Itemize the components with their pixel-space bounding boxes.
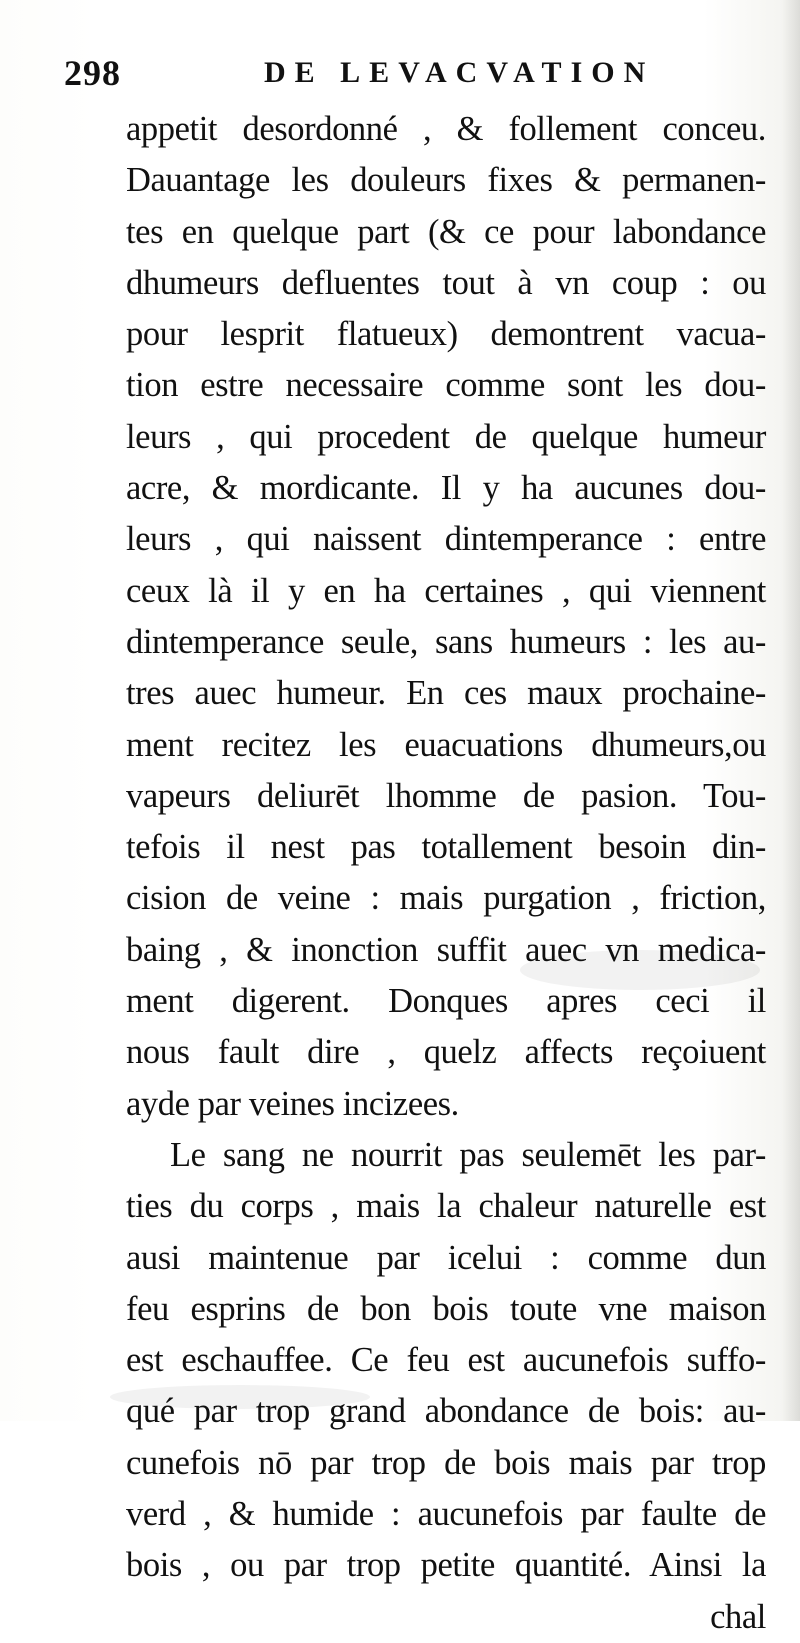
text-line: ment recitez les euacuations dhumeurs,ou — [126, 725, 766, 764]
text-line: cunefois nō par trop de bois mais par trop — [126, 1443, 766, 1482]
text-line: qué par trop grand abondance de bois: au- — [126, 1392, 766, 1431]
text-line: verd , & humide : aucunefois par faulte de — [126, 1495, 766, 1534]
text-line: acre, & mordicante. Il y ha aucunes dou- — [126, 469, 766, 508]
text-line: bois , ou par trop petite quantité. Ainsi la — [126, 1546, 766, 1585]
text-line: tion estre necessaire comme sont les dou- — [126, 366, 766, 405]
text-line: vapeurs deliurēt lhomme de pasion. Tou- — [126, 776, 766, 815]
text-line: est eschauffee. Ce feu est aucunefois suffo- — [126, 1341, 766, 1380]
text-line: tefois il nest pas totallement besoin din- — [126, 828, 766, 867]
text-line: dintemperance seule, sans humeurs : les au- — [126, 622, 766, 661]
text-line: tes en quelque part (& ce pour labondance — [126, 212, 766, 251]
text-line: nous fault dire , quelz affects reçoiuent — [126, 1033, 766, 1072]
text-line: leurs , qui naissent dintemperance : entre — [126, 520, 766, 559]
text-line: feu esprins de bon bois toute vne maison — [126, 1289, 766, 1328]
text-line: baing , & inonction suffit auec vn medica- — [126, 930, 766, 969]
text-line: leurs , qui procedent de quelque humeur — [126, 417, 766, 456]
text-line: ties du corps , mais la chaleur naturelle est — [126, 1187, 766, 1226]
text-line: tres auec humeur. En ces maux prochaine- — [126, 674, 766, 713]
page-header — [64, 52, 684, 96]
text-line: Le sang ne nourrit pas seulemēt les par- — [170, 1135, 766, 1174]
text-line: appetit desordonné , & follement conceu. — [126, 110, 766, 148]
text-line: ceux là il y en ha certaines , qui viennent — [126, 571, 766, 610]
catchword: chal — [710, 1597, 766, 1636]
page-number: 298 — [64, 53, 121, 93]
text-line: ment digerent. Donques apres ceci il — [126, 982, 766, 1021]
text-line: dhumeurs defluentes tout à vn coup : ou — [126, 263, 766, 302]
text-line: ayde par veines incizees. — [126, 1084, 459, 1123]
body-text — [126, 104, 766, 1643]
text-line: pour lesprit flatueux) demontrent vacua- — [126, 315, 766, 354]
text-line: cision de veine : mais purgation , friction, — [126, 879, 766, 918]
running-head: DE LEVACVATION — [264, 56, 655, 89]
text-line: ausi maintenue par icelui : comme dun — [126, 1238, 766, 1277]
page-edge-shadow — [782, 0, 800, 1421]
text-line: Dauantage les douleurs fixes & permanen- — [126, 161, 766, 200]
